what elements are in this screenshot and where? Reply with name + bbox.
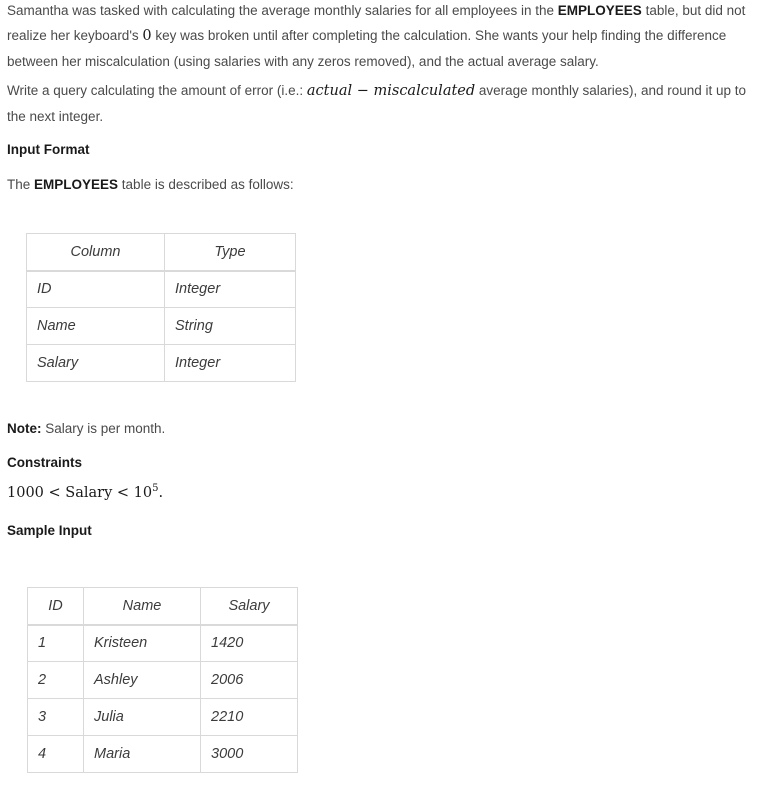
intro-text-1: Samantha was tasked with calculating the average monthly salaries for all employees in the — [7, 3, 558, 18]
table-row — [27, 308, 296, 345]
constraint-end: . — [158, 484, 164, 501]
task-text-1: Write a query calculating the amount of error (i.e.: — [7, 83, 307, 98]
sample-cell-name: Julia — [84, 699, 201, 736]
sample-cell-id: 1 — [28, 625, 84, 662]
math-miscalculated: miscalculated — [373, 83, 476, 99]
constraints-heading: Constraints — [7, 455, 83, 470]
note-text: Salary is per month. — [41, 421, 166, 436]
sample-input-table — [27, 587, 298, 773]
sample-header-name: Name — [84, 588, 201, 625]
input-format-heading: Input Format — [7, 142, 90, 157]
table-row — [28, 625, 298, 662]
schema-cell-type: Integer — [165, 345, 296, 382]
constraint-exponent: 5 — [152, 483, 159, 494]
sample-cell-name: Ashley — [84, 662, 201, 699]
desc-text-1: The — [7, 177, 35, 192]
desc-text-2: table is described as follows: — [118, 177, 294, 192]
sample-cell-name: Kristeen — [84, 625, 201, 662]
constraint-lower: 1000 — [7, 484, 44, 501]
input-format-description — [7, 172, 755, 197]
schema-cell-column: Salary — [27, 345, 165, 382]
constraint-base: 10 — [133, 484, 153, 501]
sample-header-row — [28, 588, 298, 625]
task-text-2: average monthly salaries), and round it up to the next integer. — [7, 83, 747, 124]
math-minus: − — [352, 83, 374, 99]
sample-cell-salary: 2006 — [201, 662, 298, 699]
sample-cell-id: 3 — [28, 699, 84, 736]
schema-cell-column: Name — [27, 308, 165, 345]
schema-cell-column: ID — [27, 271, 165, 308]
task-paragraph — [7, 78, 755, 129]
schema-header-row — [27, 234, 296, 271]
table-row — [28, 736, 298, 773]
table-row — [28, 662, 298, 699]
constraint-lt-2: < — [112, 484, 134, 501]
sample-cell-id: 2 — [28, 662, 84, 699]
intro-text-3: key was broken until after completing the calculation. She wants your help finding the difference between her miscalculation (using salaries with any zeros removed), and the actual average salary. — [7, 28, 727, 69]
schema-cell-type: String — [165, 308, 296, 345]
table-name-bold: EMPLOYEES — [557, 3, 642, 18]
table-row — [27, 345, 296, 382]
sample-input-heading: Sample Input — [7, 523, 92, 538]
table-row — [28, 699, 298, 736]
sample-cell-salary: 3000 — [201, 736, 298, 773]
constraint-lt-1: < — [43, 484, 66, 501]
intro-text-2: table, but did not realize her keyboard's — [7, 3, 746, 43]
zero-key: 0 — [142, 28, 152, 44]
table-row — [27, 271, 296, 308]
constraint-var: Salary — [65, 484, 113, 501]
note-paragraph — [7, 416, 755, 441]
note-label: Note: — [7, 421, 42, 436]
sample-cell-id: 4 — [28, 736, 84, 773]
sample-header-id: ID — [28, 588, 84, 625]
schema-cell-type: Integer — [165, 271, 296, 308]
schema-header-type: Type — [165, 234, 296, 271]
constraint-formula — [7, 483, 163, 501]
sample-cell-salary: 1420 — [201, 625, 298, 662]
sample-cell-name: Maria — [84, 736, 201, 773]
math-actual: actual — [306, 83, 353, 99]
schema-header-column: Column — [27, 234, 165, 271]
schema-table — [26, 233, 296, 382]
intro-paragraph — [7, 0, 755, 74]
desc-table-bold: EMPLOYEES — [34, 177, 119, 192]
sample-cell-salary: 2210 — [201, 699, 298, 736]
sample-header-salary: Salary — [201, 588, 298, 625]
